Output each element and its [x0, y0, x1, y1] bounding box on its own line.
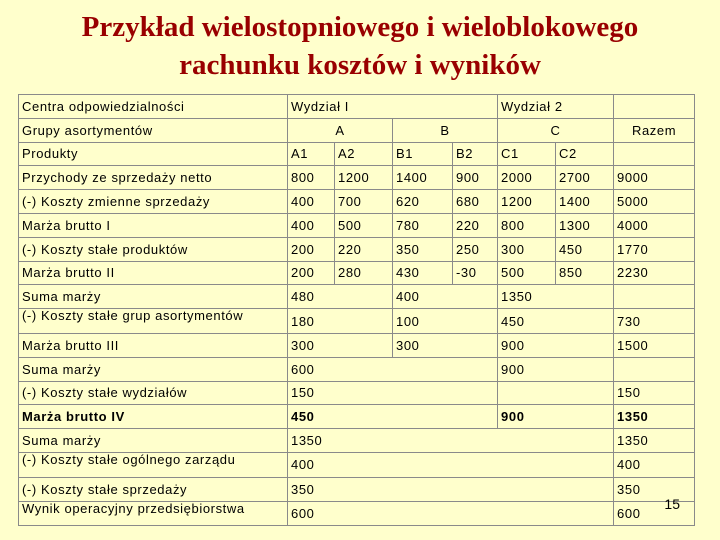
value-cell-razem: 1350 — [614, 429, 695, 453]
header-group-a: A — [288, 118, 393, 142]
value-cell: 220 — [335, 237, 393, 261]
table-row-marza-3 — [19, 333, 695, 357]
row-label: Suma marży — [19, 285, 288, 309]
row-label: Marża brutto II — [19, 261, 288, 285]
row-label: (-) Koszty stałe wydziałów — [19, 381, 288, 405]
value-cell-group-c: 900 — [498, 333, 614, 357]
value-cell-wydzial-1: 150 — [288, 381, 498, 405]
value-cell-total: 1350 — [288, 429, 614, 453]
value-cell: 220 — [453, 213, 498, 237]
table-row-marza-2 — [19, 261, 695, 285]
value-cell: 400 — [288, 190, 335, 214]
value-cell-group-c: 450 — [498, 309, 614, 334]
value-cell-group-a: 480 — [288, 285, 393, 309]
table-row-produkty — [19, 142, 695, 166]
value-cell: 200 — [288, 237, 335, 261]
table-row-koszty-zmienne — [19, 190, 695, 214]
header-product: C1 — [498, 142, 556, 166]
table-row-koszty-stale-zarzadu — [19, 452, 695, 477]
table-cell — [614, 95, 695, 119]
value-cell: 780 — [393, 213, 453, 237]
value-cell: 250 — [453, 237, 498, 261]
value-cell: 450 — [556, 237, 614, 261]
value-cell: -30 — [453, 261, 498, 285]
value-cell-razem: 5000 — [614, 190, 695, 214]
value-cell-group-a: 300 — [288, 333, 393, 357]
value-cell: 1300 — [556, 213, 614, 237]
row-label: Suma marży — [19, 357, 288, 381]
header-group-b: B — [393, 118, 498, 142]
value-cell-total: 350 — [288, 477, 614, 501]
row-label: Wynik operacyjny przedsiębiorstwa — [19, 501, 288, 526]
header-product: B1 — [393, 142, 453, 166]
value-cell: 400 — [288, 213, 335, 237]
value-cell-razem: 150 — [614, 381, 695, 405]
value-cell: 350 — [393, 237, 453, 261]
slide-title-line-2: rachunku kosztów i wyników — [179, 49, 541, 81]
table-row-koszty-stale-wydzialow — [19, 381, 695, 405]
value-cell-group-a: 180 — [288, 309, 393, 334]
row-label: Produkty — [19, 142, 288, 166]
value-cell: 680 — [453, 190, 498, 214]
value-cell-razem: 400 — [614, 452, 695, 477]
table-row-koszty-stale-sprzedazy — [19, 477, 695, 501]
value-cell-razem: 1770 — [614, 237, 695, 261]
value-cell-razem: 1350 — [614, 405, 695, 429]
header-wydzial-2: Wydział 2 — [498, 95, 614, 119]
header-product: A2 — [335, 142, 393, 166]
value-cell: 1400 — [393, 166, 453, 190]
slide-title — [0, 8, 720, 84]
value-cell: 300 — [498, 237, 556, 261]
value-cell-wydzial-1: 450 — [288, 405, 498, 429]
table-row-grupy — [19, 118, 695, 142]
row-label: Centra odpowiedzialności — [19, 95, 288, 119]
value-cell-wydzial-2: 900 — [498, 357, 614, 381]
value-cell-razem: 4000 — [614, 213, 695, 237]
row-label: (-) Koszty stałe grup asortymentów — [19, 309, 288, 334]
value-cell: 500 — [335, 213, 393, 237]
value-cell: 280 — [335, 261, 393, 285]
row-label: Marża brutto IV — [19, 405, 288, 429]
value-cell: 850 — [556, 261, 614, 285]
header-group-c: C — [498, 118, 614, 142]
page-number: 15 — [664, 496, 680, 512]
value-cell: 500 — [498, 261, 556, 285]
value-cell: 200 — [288, 261, 335, 285]
value-cell-razem: 2230 — [614, 261, 695, 285]
value-cell: 1200 — [335, 166, 393, 190]
value-cell-razem: 730 — [614, 309, 695, 334]
header-wydzial-1: Wydział I — [288, 95, 498, 119]
value-cell-wydzial-1: 600 — [288, 357, 498, 381]
value-cell: 2700 — [556, 166, 614, 190]
row-label: Grupy asortymentów — [19, 118, 288, 142]
table-row-suma-marzy-wydzialy — [19, 357, 695, 381]
table-row-marza-1 — [19, 213, 695, 237]
table-cell — [614, 357, 695, 381]
value-cell-group-b: 400 — [393, 285, 498, 309]
table-row-suma-marzy-grupy — [19, 285, 695, 309]
row-label: (-) Koszty stałe produktów — [19, 237, 288, 261]
value-cell: 1400 — [556, 190, 614, 214]
table-row-przychody — [19, 166, 695, 190]
header-razem: Razem — [614, 118, 695, 142]
row-label: (-) Koszty stałe ogólnego zarządu — [19, 452, 288, 477]
value-cell-group-b: 300 — [393, 333, 498, 357]
value-cell: 1200 — [498, 190, 556, 214]
row-label: Suma marży — [19, 429, 288, 453]
value-cell: 620 — [393, 190, 453, 214]
value-cell: 800 — [288, 166, 335, 190]
value-cell-wydzial-2: 900 — [498, 405, 614, 429]
value-cell-total: 400 — [288, 452, 614, 477]
header-product: B2 — [453, 142, 498, 166]
table-row-centra — [19, 95, 695, 119]
table-cell — [614, 142, 695, 166]
value-cell-razem: 1500 — [614, 333, 695, 357]
table-row-suma-marzy-total — [19, 429, 695, 453]
value-cell: 800 — [498, 213, 556, 237]
header-product: C2 — [556, 142, 614, 166]
row-label: Marża brutto III — [19, 333, 288, 357]
header-product: A1 — [288, 142, 335, 166]
value-cell-razem: 9000 — [614, 166, 695, 190]
table-row-koszty-stale-grup — [19, 309, 695, 334]
value-cell-group-c: 1350 — [498, 285, 614, 309]
value-cell-razem: 600 — [614, 501, 695, 526]
value-cell: 700 — [335, 190, 393, 214]
value-cell-total: 600 — [288, 501, 614, 526]
value-cell: 900 — [453, 166, 498, 190]
cost-accounting-table — [18, 94, 695, 526]
value-cell-group-b: 100 — [393, 309, 498, 334]
slide-title-line-1: Przykład wielostopniowego i wieloblokowego — [81, 11, 639, 43]
table-row-marza-4 — [19, 405, 695, 429]
row-label: Marża brutto I — [19, 213, 288, 237]
table-cell — [498, 381, 614, 405]
row-label: Przychody ze sprzedaży netto — [19, 166, 288, 190]
value-cell: 2000 — [498, 166, 556, 190]
value-cell: 430 — [393, 261, 453, 285]
value-cell-razem: 350 — [614, 477, 695, 501]
table-cell — [614, 285, 695, 309]
table-row-koszty-stale-produktow — [19, 237, 695, 261]
row-label: (-) Koszty stałe sprzedaży — [19, 477, 288, 501]
table-row-wynik-operacyjny — [19, 501, 695, 526]
row-label: (-) Koszty zmienne sprzedaży — [19, 190, 288, 214]
